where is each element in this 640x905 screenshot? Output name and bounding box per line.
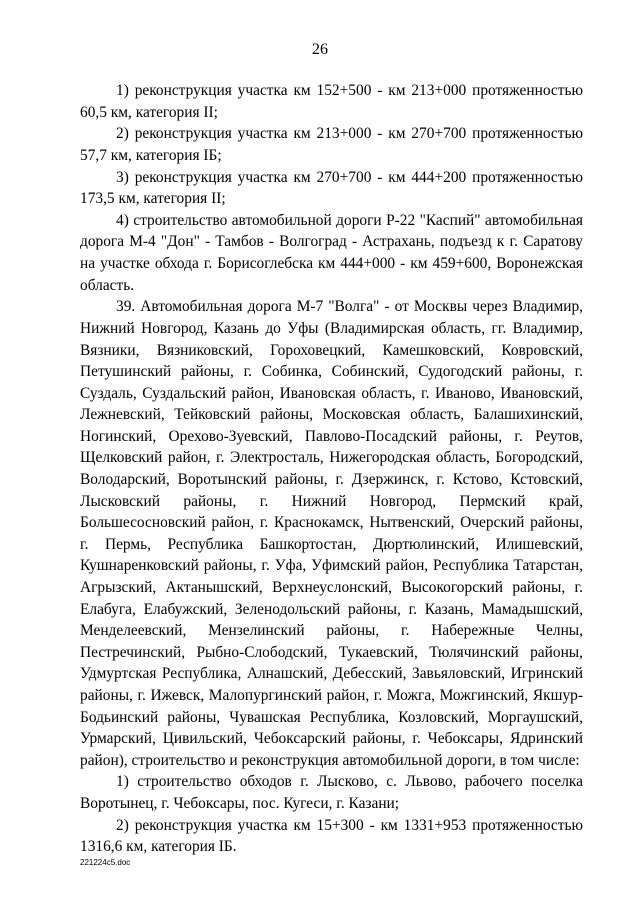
footer-file-code: 221224c5.doc: [80, 858, 131, 867]
paragraph-subitem-2: 2) реконструкция участка км 15+300 - км 1331+953 протяженностью 1316,6 км, категория IБ.: [80, 816, 583, 856]
paragraph-item-3: 3) реконструкция участка км 270+700 - км 444+200 протяженностью 173,5 км, категория II;: [80, 168, 583, 208]
page-number: 26: [312, 41, 328, 58]
document-body: [80, 80, 583, 858]
paragraph-subitem-1: 1) строительство обходов г. Лысково, с. Львово, рабочего поселка Воротынец, г. Чебоксары, пос. Кугеси, г. Казани;: [80, 773, 583, 813]
paragraph-item-2: 2) реконструкция участка км 213+000 - км 270+700 протяженностью 57,7 км, категория IБ;: [80, 125, 583, 164]
paragraph-section-39: 39. Автомобильная дорога М-7 "Волга" - от Москвы через Владимир, Нижний Новгород, Казань до Уфы (Владимирская область, гг. Владимир, Вязники, Вязниковский, Гороховецкий, Камешковский, Ковровский, Петушинский районы, г. Собинка, Собинский, Судогодский районы, г. Суздаль, Суздальский район, Ивановская область, г. Иваново, Ивановский, Лежневский, Тейковский районы, Московская область, Балашихинский, Ногинский, Орехово-Зуевский, Павлово-Посадский районы, г. Реутов, Щелковский район, г. Электросталь, Нижегородская область, Богородский, Володарский, Воротынский районы, г. Дзержинск, г. Кстово, Кстовский, Лысковский районы, г. Нижний Новгород, Пермский край, Большесосновский район, г. Краснокамск, Нытвенский, Очерский районы, г. Пермь, Республика Башкортостан, Дюртюлинский, Илишевский, Кушнаренковский районы, г. Уфа, Уфимский район, Республика Татарстан, Агрызский, Актанышский, Верхнеуслонский, Высокогорский районы, г. Елабуга, Елабужский, Зеленодольский районы, г. Казань, Мамадышский, Менделеевский, Мензелинский районы, г. Набережные Челны, Пестречинский, Рыбно-Слободский, Тукаевский, Тюлячинский районы, Удмуртская Республика, Алнашский, Дебесский, Завьяловский, Игринский районы, г. Ижевск, Малопургинский район, г. Можга, Можгинский, Якшур-Бодьинский районы, Чувашская Республика, Козловский, Моргаушский, Урмарский, Цивильский, Чебоксарский районы, г. Чебоксары, Ядринский район), строительство и реконструкция автомобильной дороги, в том числе:: [80, 298, 583, 769]
paragraph-item-4: 4) строительство автомобильной дороги Р-22 "Каспий" автомобильная дорога М-4 "Дон" - Тамбов - Волгоград - Астрахань, подъезд к г. Саратову на участке обхода г. Борисоглебска км 444+000 - км 459+600, Воронежская область.: [80, 211, 583, 294]
paragraph-item-1: 1) реконструкция участка км 152+500 - км 213+000 протяженностью 60,5 км, категория II;: [80, 82, 583, 121]
